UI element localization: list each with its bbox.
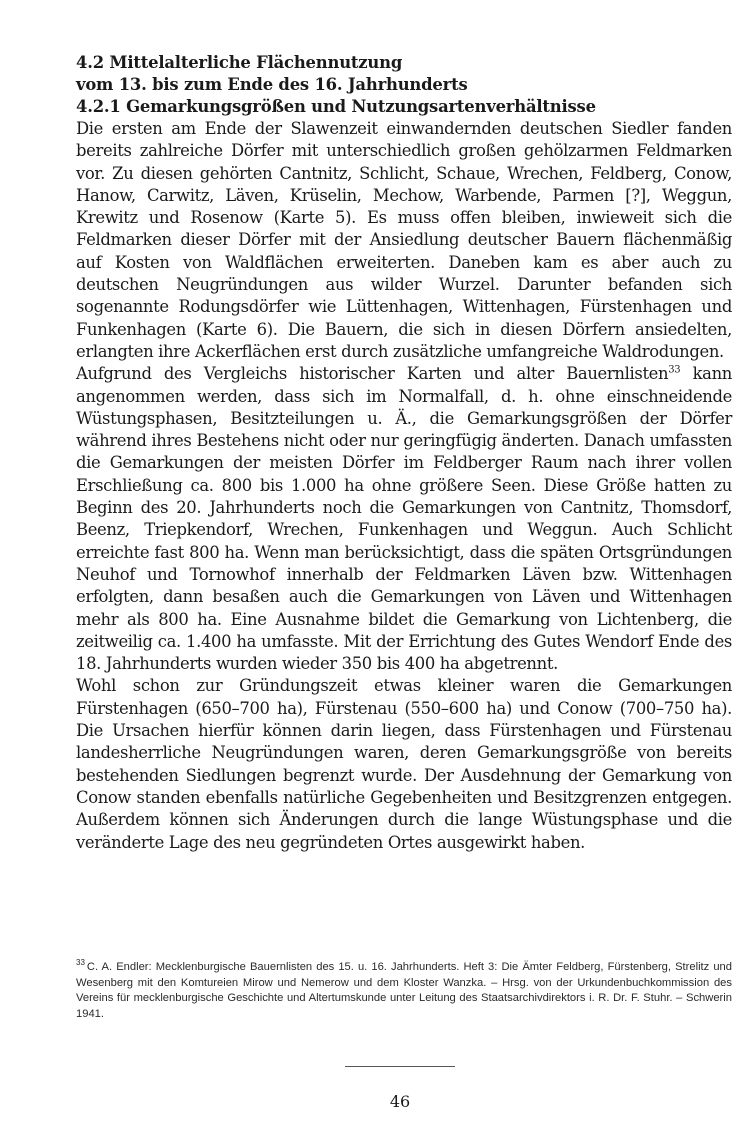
paragraph-1: Die ersten am Ende der Slawenzeit einwandernden deutschen Siedler fanden bereits zahlreiche Dörfer mit unterschiedlich großen gehölzarmen Feldmarken vor. Zu diesen gehörten Cantnitz, Schlicht, Schaue, Wrechen, Feldberg, Conow, Hanow, Carwitz, Läven, Krüselin, Mechow, Warbende, Parmen [?], Weggun, Krewitz und Rosenow (Karte 5). Es muss offen bleiben, inwieweit sich die Feldmarken dieser Dörfer mit der Ansiedlung deutscher Bauern flächenmäßig auf Kosten von Waldflächen erweiterten. Daneben kam es aber auch zu deutschen Neugründungen aus wilder Wurzel. Darunter befanden sich sogenannte Rodungsdörfer wie Lüttenhagen, Wittenhagen, Fürstenhagen und Funkenhagen (Karte 6). Die Bauern, die sich in diesen Dörfern ansiedelten, erlangten ihre Ackerflächen erst durch zusätzliche umfangreiche Waldrodungen. [76, 119, 732, 361]
page-number: 46 [389, 1092, 411, 1111]
paragraph-2-rest: kann angenommen werden, dass sich im Normalfall, d. h. ohne einschneidende Wüstungsphasen, Besitzteilungen u. Ä., die Gemarkungsgrößen der Dörfer während ihres Bestehens nicht oder nur geringfügig änderten. Danach umfassten die Gemarkungen der meisten Dörfer im Feldberger Raum nach ihrer vollen Erschließung ca. 800 bis 1.000 ha ohne größere Seen. Diese Größe hatten zu Beginn des 20. Jahrhunderts noch die Gemarkungen von Cantnitz, Thomsdorf, Beenz, Triepkendorf, Wrechen, Funkenhagen und Weggun. Auch Schlicht erreichte fast 800 ha. Wenn man berücksichtigt, dass die späten Ortsgründungen Neuhof und Tornowhof innerhalb der Feldmarken Läven bzw. Wittenhagen erfolgten, dann besaßen auch die Gemarkungen von Läven und Wittenhagen mehr als 800 ha. Eine Ausnahme bildet die Gemarkung von Lichtenberg, die zeitweilig ca. 1.400 ha umfasste. Mit der Errichtung des Gutes Wendorf Ende des 18. Jahrhunderts wurden wieder 350 bis 400 ha abgetrennt. [76, 364, 733, 674]
footnote-reference-33: 33 [668, 364, 681, 376]
paragraph-3: Wohl schon zur Gründungszeit etwas kleiner waren die Gemarkungen Fürstenhagen (650–700 ha), Fürstenau (550–600 ha) und Conow (700–750 ha). Die Ursachen hierfür können darin liegen, dass Fürstenhagen und Fürstenau landesherrliche Neugründungen waren, deren Gemarkungsgröße von bereits bestehenden Siedlungen begrenzt wurde. Der Ausdehnung der Gemarkung von Conow standen ebenfalls natürliche Gegebenheiten und Besitzgrenzen entgegen. Außerdem können sich Änderungen durch die lange Wüstungsphase und die veränderte Lage des neu gegründeten Ortes ausgewirkt haben. [76, 676, 732, 852]
footer-divider [345, 1066, 455, 1067]
page-body [76, 52, 732, 854]
footnote-text: C. A. Endler: Mecklenburgische Bauernlisten des 15. u. 16. Jahrhunderts. Heft 3: Die Ämter Feldberg, Fürstenberg, Strelitz und Wesenberg mit den Komtureien Mirow und Nemerow und dem Kloster Wanzka. – Hrsg. von der Urkundenbuchkommission des Vereins für mecklenburgische Geschichte und Altertumskunde unter Leitung des Staatsarchivdirektors i. R. Dr. F. Stuhr. – Schwerin 1941. [76, 961, 732, 1020]
section-heading-4-2-subtitle: vom 13. bis zum Ende des 16. Jahrhunderts [76, 75, 468, 94]
section-heading-4-2: 4.2 Mittelalterliche Flächennutzung [76, 53, 403, 72]
subsection-heading-4-2-1: 4.2.1 Gemarkungsgrößen und Nutzungsartenverhältnisse [76, 97, 596, 116]
paragraph-2-start: Aufgrund des Vergleichs historischer Karten und alter Bauernlisten [76, 364, 669, 384]
paragraph-2 [76, 363, 732, 675]
footnote-marker: 33 [76, 958, 85, 968]
footnote-33 [76, 960, 732, 1022]
